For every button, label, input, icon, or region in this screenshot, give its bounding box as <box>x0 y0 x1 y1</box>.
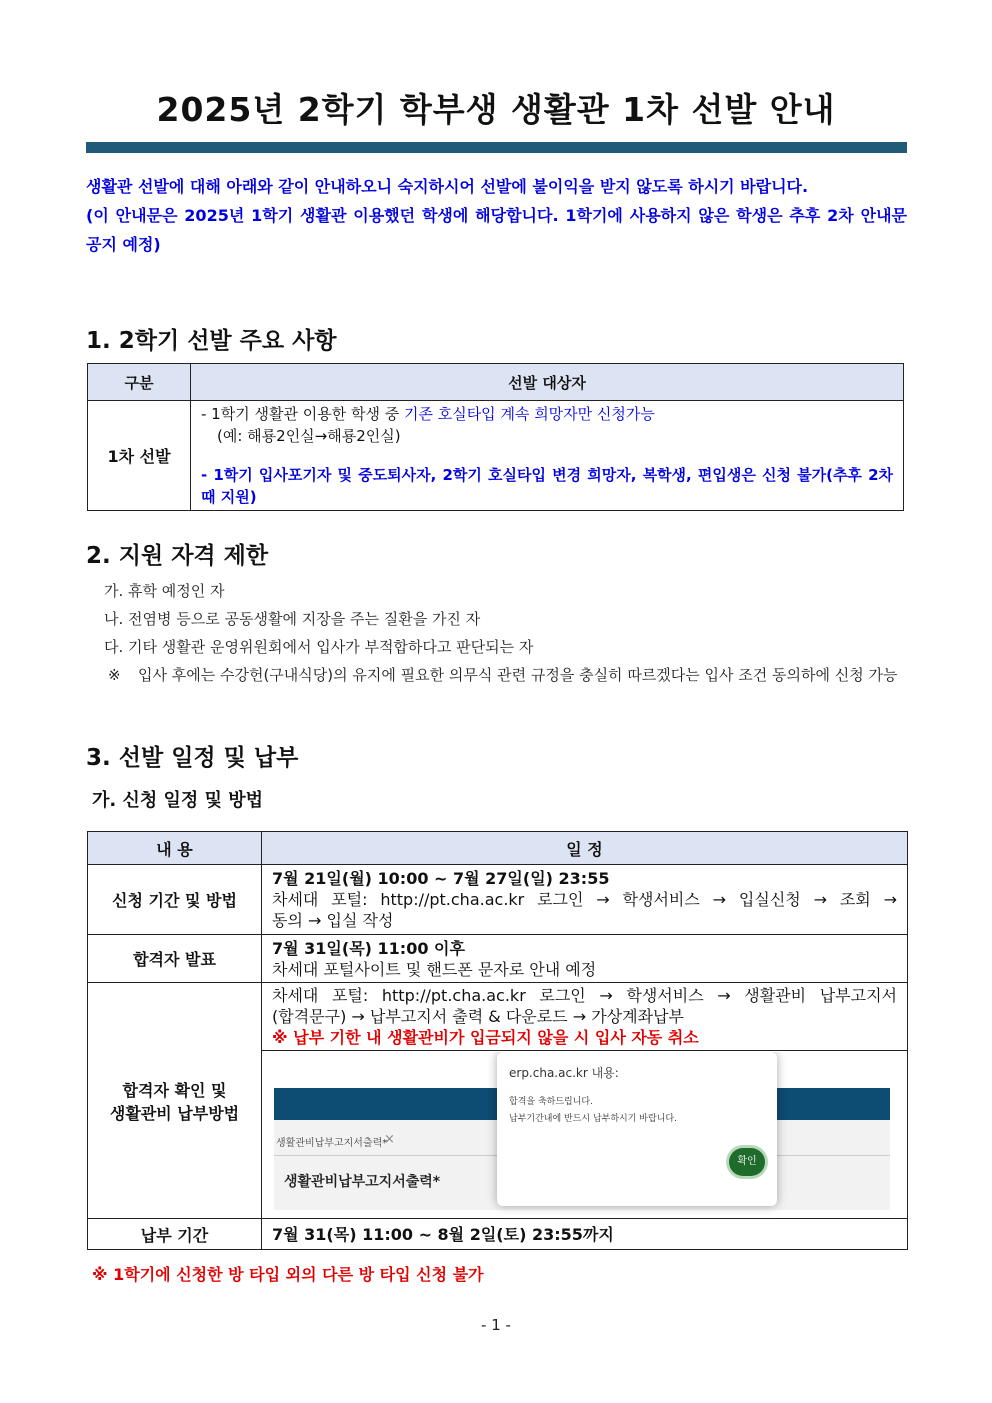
table-header-target: 선발 대상자 <box>191 364 904 401</box>
close-icon[interactable]: × <box>384 1131 395 1147</box>
list-item: 다. 기타 생활관 운영위원회에서 입사가 부적합하다고 판단되는 자 <box>104 638 534 656</box>
dialog-ok-button[interactable]: 확인 <box>729 1148 765 1176</box>
intro-line-1: 생활관 선발에 대해 아래와 같이 안내하오니 숙지하시어 선발에 불이익을 받지 않도록 하시기 바랍니다. <box>86 177 809 196</box>
row-label-payment-method: 합격자 확인 및 생활관비 납부방법 <box>88 983 262 1219</box>
final-notice: ※ 1학기에 신청한 방 타입 외의 다른 방 타입 신청 불가 <box>92 1265 484 1284</box>
schedule-table <box>87 831 908 1250</box>
table-header-content: 내 용 <box>88 832 262 865</box>
selection-table <box>87 363 904 511</box>
section-3-subheading: 가. 신청 일정 및 방법 <box>92 790 264 811</box>
embedded-screenshot-cell <box>262 1051 908 1219</box>
restriction-note <box>104 661 907 689</box>
section-3-heading: 3. 선발 일정 및 납부 <box>86 745 299 771</box>
alert-dialog <box>497 1052 777 1206</box>
payment-warning: ※ 납부 기한 내 생활관비가 입금되지 않을 시 입사 자동 취소 <box>272 1028 699 1047</box>
table-header-category: 구분 <box>88 364 191 401</box>
selection-description <box>191 401 904 511</box>
eligibility-highlight: 기존 호실타입 계속 희망자만 신청가능 <box>403 405 655 423</box>
page-title: 2025년 2학기 학부생 생활관 1차 선발 안내 <box>156 90 836 129</box>
section-2-heading: 2. 지원 자격 제한 <box>86 543 269 569</box>
row-label-application: 신청 기간 및 방법 <box>88 865 262 935</box>
dialog-title: erp.cha.ac.kr 내용: <box>509 1065 619 1080</box>
page-number: - 1 - <box>481 1316 511 1334</box>
payment-period: 7월 31(목) 11:00 ~ 8월 2일(토) 23:55까지 <box>262 1219 908 1250</box>
title-underline <box>86 142 907 153</box>
application-schedule <box>262 865 908 935</box>
intro-notice <box>86 172 907 259</box>
payment-steps-cont: (합격문구) → 납부고지서 출력 & 다운로드 → 가상계좌납부 <box>272 1007 684 1026</box>
table-header-schedule: 일 정 <box>262 832 908 865</box>
portal-tab[interactable]: 생활관비납부고지서출력* <box>276 1137 388 1149</box>
portal-page-heading: 생활관비납부고지서출력* <box>284 1173 441 1190</box>
note-mark: ※ <box>108 666 121 684</box>
list-item: 나. 전염병 등으로 공동생활에 지장을 주는 질환을 가진 자 <box>104 610 481 628</box>
application-period: 7월 21일(월) 10:00 ~ 7월 27일(일) 23:55 <box>272 869 610 888</box>
application-method: 차세대 포털: http://pt.cha.ac.kr 로그인 → 학생서비스 → 입실신청 → 조회 → <box>272 890 897 909</box>
application-method-cont: 동의 → 입실 작성 <box>272 911 394 930</box>
intro-line-2: (이 안내문은 2025년 1학기 생활관 이용했던 학생에 해당합니다. 1학기에 사용하지 않은 학생은 추후 2차 안내문 공지 예정) <box>86 206 907 254</box>
list-item: 가. 휴학 예정인 자 <box>104 582 225 600</box>
row-label-announcement: 합격자 발표 <box>88 935 262 983</box>
dialog-message: 합격을 축하드립니다. 납부기간내에 반드시 납부하시기 바랍니다. <box>509 1096 677 1124</box>
row-label-first-selection: 1차 선발 <box>88 401 191 511</box>
restriction-list <box>104 577 907 689</box>
section-1-heading: 1. 2학기 선발 주요 사항 <box>86 328 337 354</box>
payment-method <box>262 983 908 1051</box>
announcement-schedule <box>262 935 908 983</box>
row-label-payment-period: 납부 기간 <box>88 1219 262 1250</box>
payment-steps: 차세대 포털: http://pt.cha.ac.kr 로그인 → 학생서비스 → 생활관비 납부고지서 <box>272 986 897 1005</box>
announcement-method: 차세대 포털사이트 및 핸드폰 문자로 안내 예정 <box>272 959 597 979</box>
note-text: 입사 후에는 수강헌(구내식당)의 유지에 필요한 의무식 관련 규정을 충실히 따르겠다는 입사 조건 동의하에 신청 가능 <box>138 666 898 684</box>
eligibility-item: - 1학기 생활관 이용한 학생 중 기존 호실타입 계속 희망자만 신청가능 <box>201 405 655 423</box>
ineligibility-item: - 1학기 입사포기자 및 중도퇴사자, 2학기 호실타입 변경 희망자, 복학생, 편입생은 신청 불가(추후 2차때 지원) <box>201 466 893 506</box>
announcement-time: 7월 31일(목) 11:00 이후 <box>272 938 465 958</box>
eligibility-example: (예: 해룡2인실→해룡2인실) <box>217 427 401 445</box>
portal-screenshot <box>262 1052 907 1218</box>
